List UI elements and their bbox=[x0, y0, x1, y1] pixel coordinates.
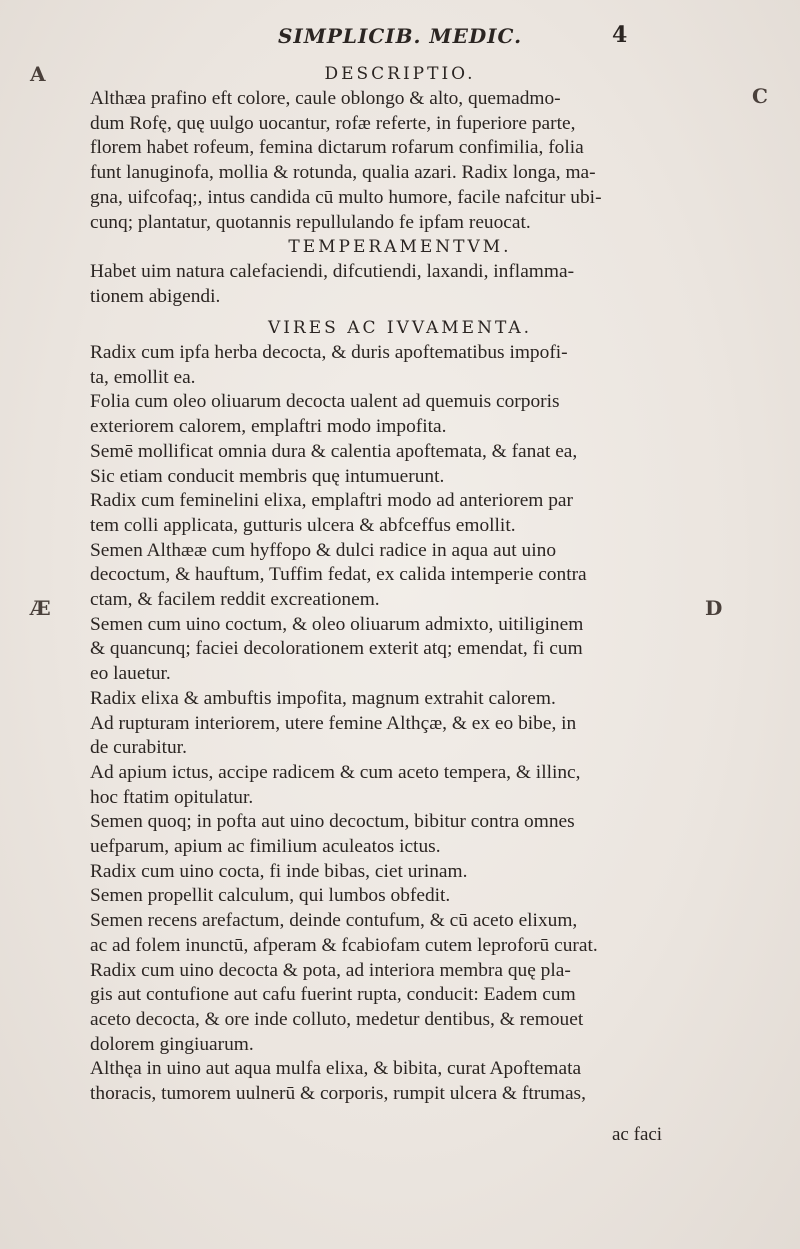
text-line: & quancunq; faciei decolorationem exterit atq; emendat, fi cum bbox=[90, 638, 583, 660]
margin-letter-d: D bbox=[705, 596, 723, 620]
text-line: dolorem gingiuarum. bbox=[90, 1033, 254, 1055]
text-line: tionem abigendi. bbox=[90, 285, 221, 307]
text-line: aceto decocta, & ore inde colluto, medetur dentibus, & remouet bbox=[90, 1008, 584, 1030]
text-line: eo lauetur. bbox=[90, 663, 171, 685]
text-line: Althęa in uino aut aqua mulfa elixa, & bibita, curat Apoftemata bbox=[90, 1058, 582, 1080]
text-line: de curabitur. bbox=[90, 737, 187, 759]
text-line: gna, uifcofaq;, intus candida cū multo humore, facile nafcitur ubi- bbox=[90, 186, 602, 208]
catchword: ac faci bbox=[612, 1124, 663, 1145]
text-line: Semen cum uino coctum, & oleo oliuarum admixto, uitiliginem bbox=[90, 613, 584, 635]
text-line: funt lanuginofa, mollia & rotunda, qualia azari. Radix longa, ma- bbox=[90, 162, 596, 184]
text-line: Habet uim natura calefaciendi, difcutiendi, laxandi, inflamma- bbox=[90, 261, 575, 282]
text-line: Radix cum ipfa herba decocta, & duris apoftematibus impofi- bbox=[90, 342, 568, 363]
text-line: gis aut contufione aut cafu fuerint rupta, conducit: Eadem cum bbox=[90, 984, 576, 1006]
text-line: Radix elixa & ambuftis impofita, magnum extrahit calorem. bbox=[90, 687, 556, 709]
text-line: Ad rupturam interiorem, utere femine Althçæ, & ex eo bibe, in bbox=[90, 712, 577, 734]
vires-text bbox=[90, 341, 700, 1107]
descriptio-text bbox=[90, 87, 700, 235]
text-line: Radix cum uino cocta, fi inde bibas, ciet urinam. bbox=[90, 860, 468, 882]
text-line: ta, emollit ea. bbox=[90, 366, 196, 388]
text-line: Semen propellit calculum, qui lumbos obfedit. bbox=[90, 885, 451, 907]
text-line: thoracis, tumorem uulnerū & corporis, rumpit ulcera & ftrumas, bbox=[90, 1083, 586, 1105]
running-title: SIMPLICIB. MEDIC. bbox=[277, 24, 523, 48]
heading-temperamentum: TEMPERAMENTVM. bbox=[288, 237, 512, 257]
text-line: florem habet rofeum, femina dictarum rofarum confimilia, folia bbox=[90, 137, 584, 159]
text-line: Radix cum feminelini elixa, emplaftri modo ad anteriorem par bbox=[90, 490, 573, 512]
text-line: ctam, & facilem reddit excreationem. bbox=[90, 589, 380, 611]
margin-letter-c: C bbox=[752, 84, 768, 108]
folio-number: 4 bbox=[612, 22, 628, 48]
text-line: cunq; plantatur, quotannis repullulando fe ipfam reuocat. bbox=[90, 211, 531, 233]
heading-vires: VIRES AC IVVAMENTA. bbox=[267, 318, 533, 338]
text-line: Semē mollificat omnia dura & calentia apoftemata, & fanat ea, bbox=[90, 440, 578, 462]
text-line: Ad apium ictus, accipe radicem & cum aceto tempera, & illinc, bbox=[90, 761, 581, 783]
text-line: Sic etiam conducit membris quę intumuerunt. bbox=[90, 465, 445, 487]
text-line: Semen quoq; in pofta aut uino decoctum, bibitur contra omnes bbox=[90, 811, 575, 833]
text-line: decoctum, & hauftum, Tuffim fedat, ex calida intemperie contra bbox=[90, 564, 587, 586]
text-line: Folia cum oleo oliuarum decocta ualent ad quemuis corporis bbox=[90, 391, 560, 413]
text-line: uefparum, apium ac fimilium aculeatos ictus. bbox=[90, 836, 441, 858]
text-line: Semen Althææ cum hyffopo & dulci radice in aqua aut uino bbox=[90, 539, 557, 561]
text-line: dum Rofę, quę uulgo uocantur, rofæ referte, in fuperiore parte, bbox=[90, 112, 576, 134]
text-line: Semen recens arefactum, deinde contufum, & cū aceto elixum, bbox=[90, 910, 578, 932]
margin-letter-a: A bbox=[30, 62, 46, 86]
text-line: Radix cum uino decocta & pota, ad interiora membra quę pla- bbox=[90, 959, 571, 981]
temperamentum-text bbox=[90, 260, 700, 309]
text-line: exteriorem calorem, emplaftri modo impofita. bbox=[90, 416, 447, 438]
text-line: tem colli applicata, gutturis ulcera & abfceffus emollit. bbox=[90, 514, 516, 536]
text-line: Althæa prafino eft colore, caule oblongo & alto, quemadmo- bbox=[90, 88, 561, 109]
margin-letter-ae: Æ bbox=[30, 596, 51, 620]
text-line: ac ad folem inunctū, afperam & fcabiofam cutem leproforū curat. bbox=[90, 934, 598, 956]
text-line: hoc ftatim opitulatur. bbox=[90, 786, 254, 808]
heading-descriptio: DESCRIPTIO. bbox=[324, 64, 476, 84]
